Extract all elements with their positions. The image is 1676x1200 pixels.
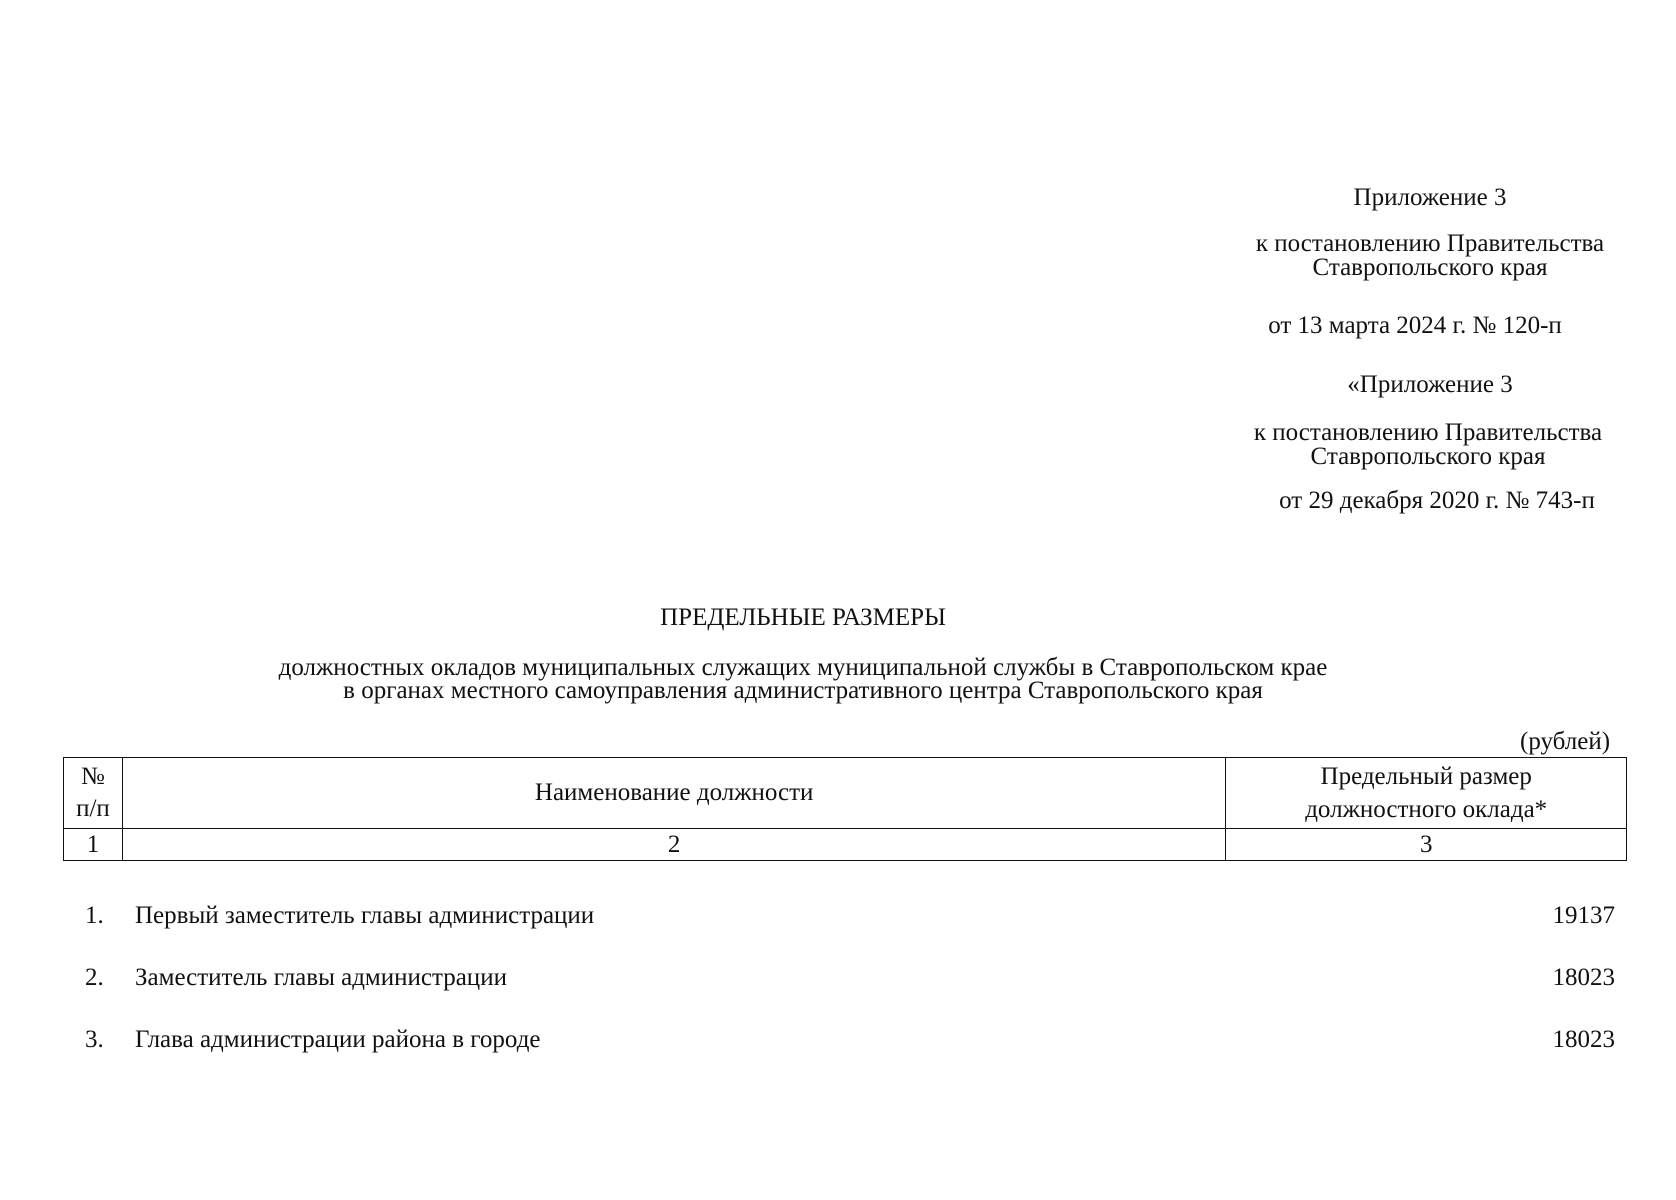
row-position-name: Глава администрации района в городе — [135, 1026, 541, 1053]
col-position-header: Наименование должности — [122, 758, 1225, 829]
old-resolution-line-2: Ставропольского края — [1310, 443, 1546, 470]
document-title: ПРЕДЕЛЬНЫЕ РАЗМЕРЫ — [660, 604, 946, 631]
row-number: 2. — [85, 964, 104, 991]
col-number-header — [64, 758, 123, 829]
col-index-2: 2 — [122, 829, 1225, 861]
col-salary-header-line-1: Предельный размер — [1320, 763, 1532, 790]
col-salary-header-line-2: должностного оклада* — [1305, 796, 1548, 823]
row-number: 3. — [85, 1026, 104, 1053]
old-appendix-label: «Приложение 3 — [1347, 371, 1513, 398]
resolution-line-2: Ставропольского края — [1312, 254, 1548, 281]
col-index-3: 3 — [1226, 829, 1627, 861]
row-salary-value: 18023 — [1552, 964, 1615, 991]
document-subtitle-line-1: должностных окладов муниципальных служащих муниципальной службы в Ставропольском крае — [278, 654, 1328, 681]
old-resolution-date-number: от 29 декабря 2020 г. № 743-п — [1279, 487, 1595, 514]
salary-table-header — [63, 757, 1627, 861]
col-salary-header — [1226, 758, 1627, 829]
row-position-name: Заместитель главы администрации — [135, 964, 507, 991]
row-salary-value: 18023 — [1552, 1026, 1615, 1053]
resolution-line-1: к постановлению Правительства — [1255, 230, 1605, 257]
row-number: 1. — [85, 902, 104, 929]
resolution-date-number: от 13 марта 2024 г. № 120-п — [1268, 312, 1562, 339]
col-number-header-line-1: № — [81, 763, 105, 790]
col-number-header-line-2: п/п — [76, 795, 110, 822]
row-salary-value: 19137 — [1552, 902, 1615, 929]
currency-unit-label: (рублей) — [1520, 728, 1611, 755]
old-resolution-line-1: к постановлению Правительства — [1253, 419, 1603, 446]
appendix-label: Приложение 3 — [1353, 184, 1507, 211]
document-subtitle-line-2: в органах местного самоуправления административного центра Ставропольского края — [343, 677, 1263, 704]
row-position-name: Первый заместитель главы администрации — [135, 902, 595, 929]
col-index-1: 1 — [64, 829, 123, 861]
